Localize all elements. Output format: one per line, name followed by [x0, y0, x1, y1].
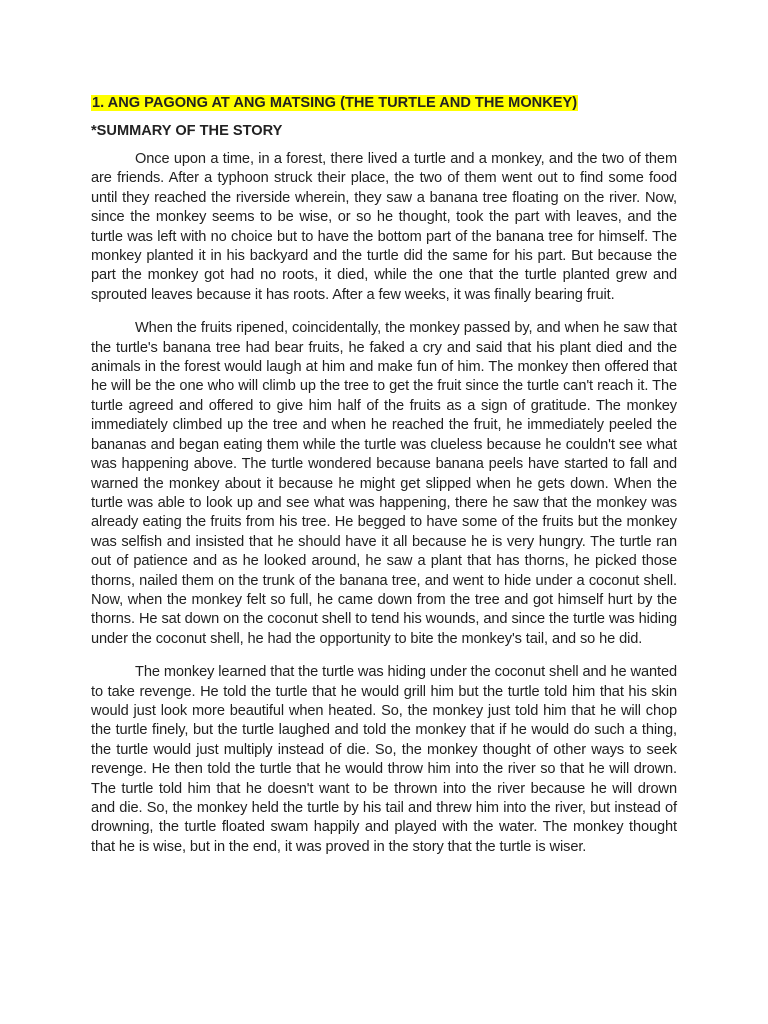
document-body [91, 93, 677, 871]
paragraph-1: Once upon a time, in a forest, there lived a turtle and a monkey, and the two of them are friends. After a typhoon struck their place, the two of them went out to find some food until they reached the riverside wherein, they saw a banana tree floating on the river. Now, since the monkey seems to be wise, or so he thought, took the part with leaves, and the turtle was left with no choice but to have the bottom part of the banana tree for himself. The monkey planted it in his backyard and the turtle did the same for his part. But because the part the monkey got had no roots, it died, while the one that the turtle planted grew and sprouted leaves because it has roots. After a few weeks, it was finally bearing fruit. [91, 151, 677, 303]
story-title [91, 93, 677, 113]
summary-heading: *SUMMARY OF THE STORY [91, 123, 283, 139]
paragraph-2: When the fruits ripened, coincidentally, the monkey passed by, and when he saw that the turtle's banana tree had bear fruits, he faked a cry and said that his plant died and the animals in the forest would laugh at him and make fun of him. The monkey then offered that he will be the one who will climb up the tree to get the fruit since the turtle can't reach it. The turtle agreed and offered to give him half of the fruits as a sign of gratitude. The monkey immediately climbed up the tree and when he reached the fruit, he immediately peeled the bananas and began eating them while the turtle was clueless because he couldn't see what was happening above. The turtle wondered because banana peels have started to fall and warned the monkey about it because he might get slipped when he gets down. When the turtle was able to look up and see what was happening, there he saw that the monkey was already eating the fruits from his tree. He begged to have some of the fruits but the monkey was selfish and insisted that he should have it all because he is very hungry. The turtle ran out of patience and as he looked around, he saw a plant that has thorns, he picked those thorns, nailed them on the trunk of the banana tree, and went to hide under a coconut shell. Now, when the monkey felt so full, he came down from the tree and got himself hurt by the thorns. He sat down on the coconut shell to tend his wounds, and since the turtle was hiding under the coconut shell, he had the opportunity to bite the monkey's tail, and so he did. [91, 320, 677, 647]
highlighted-title-text: 1. ANG PAGONG AT ANG MATSING (THE TURTLE AND THE MONKEY) [92, 95, 578, 111]
paragraph-3: The monkey learned that the turtle was hiding under the coconut shell and he wanted to take revenge. He told the turtle that he would grill him but the turtle told him that his skin would just look more beautiful when heated. So, the monkey just told him that he will chop the turtle finely, but the turtle laughed and told the monkey that if he would do such a thing, the turtle would just multiply instead of die. So, the monkey thought of other ways to seek revenge. He then told the turtle that he would throw him into the river so that he will drown. The turtle told him that he doesn't want to be thrown into the river because he will drown and die. So, the monkey held the turtle by his tail and threw him into the river, but instead of drowning, the turtle floated swam happily and played with the water. The monkey thought that he is wise, but in the end, it was proved in the story that the turtle is wiser. [91, 664, 677, 855]
